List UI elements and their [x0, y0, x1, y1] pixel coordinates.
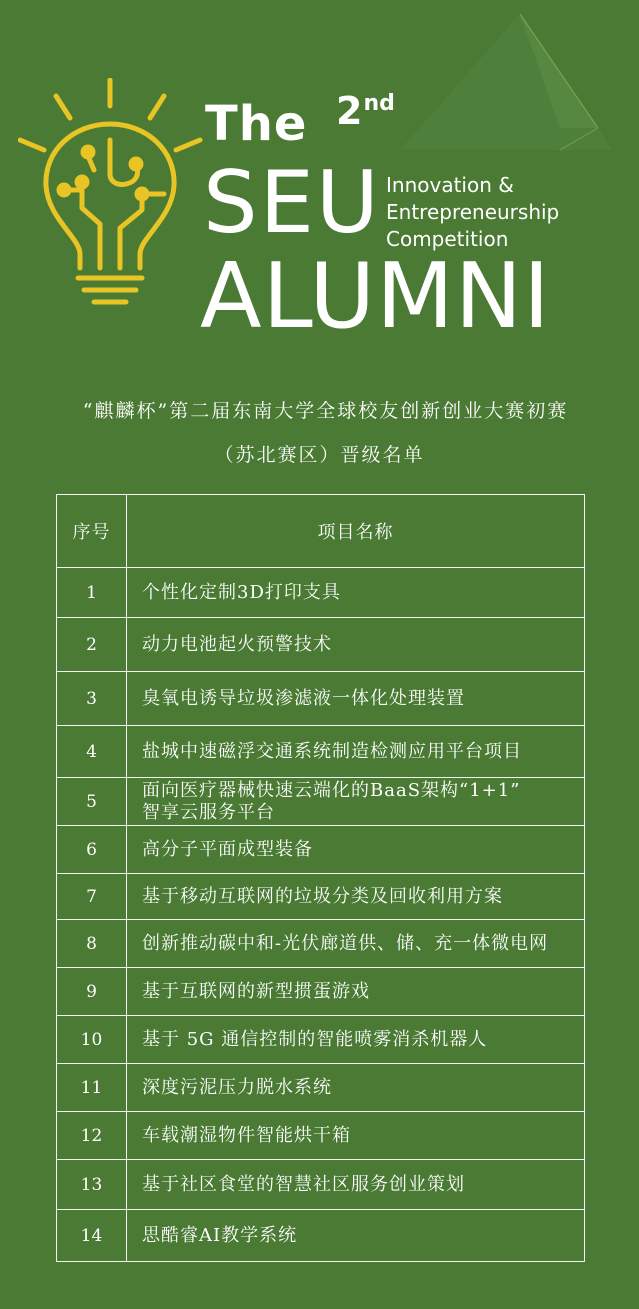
table-row: [57, 920, 585, 968]
project-name: [127, 1210, 585, 1262]
project-name-line: 面向医疗器械快速云端化的BaaS架构“1+1”: [142, 779, 521, 801]
table-row: [57, 826, 585, 874]
logo-word-the: The: [205, 96, 308, 152]
project-name: [127, 826, 585, 874]
row-number: 9: [57, 968, 127, 1016]
column-header-project-name: 项目名称: [127, 495, 585, 568]
row-number: 10: [57, 1016, 127, 1064]
row-number: 8: [57, 920, 127, 968]
row-number: 3: [57, 672, 127, 726]
lightbulb-circuit-icon: [18, 78, 208, 318]
project-name: [127, 618, 585, 672]
row-number: 2: [57, 618, 127, 672]
table-header-row: [57, 495, 585, 568]
logo-edition-number: 2: [336, 89, 363, 133]
project-name: [127, 726, 585, 778]
table-row: [57, 1064, 585, 1112]
column-header-number: 序号: [57, 495, 127, 568]
row-number: 5: [57, 778, 127, 826]
row-number: 7: [57, 874, 127, 920]
table-row: [57, 726, 585, 778]
logo-word-alumni: ALUMNI: [200, 244, 551, 349]
table-row: [57, 1210, 585, 1262]
logo-edition-suffix: nd: [363, 91, 395, 116]
project-name: [127, 1016, 585, 1064]
project-name-line: 个性化定制3D打印支具: [142, 581, 341, 603]
row-number: 12: [57, 1112, 127, 1160]
table-row: [57, 672, 585, 726]
page-title: “麒麟杯”第二届东南大学全球校友创新创业大赛初赛: [82, 400, 569, 422]
project-name: [127, 920, 585, 968]
project-name: [127, 1112, 585, 1160]
table-row: [57, 1160, 585, 1210]
project-name-line: 思酷睿AI教学系统: [142, 1224, 298, 1246]
row-number: 4: [57, 726, 127, 778]
project-name: [127, 1064, 585, 1112]
table-row: [57, 568, 585, 618]
project-name: [127, 672, 585, 726]
row-number: 1: [57, 568, 127, 618]
row-number: 11: [57, 1064, 127, 1112]
project-name: [127, 1160, 585, 1210]
table-body: [57, 568, 585, 1262]
project-name: [127, 568, 585, 618]
project-name-line: 基于 5G 通信控制的智能喷雾消杀机器人: [142, 1028, 488, 1050]
project-name-line: 基于移动互联网的垃圾分类及回收利用方案: [142, 885, 503, 907]
logo-word-seu: SEU: [203, 153, 381, 253]
logo-edition: [336, 89, 395, 133]
row-number: 6: [57, 826, 127, 874]
project-name-line: 臭氧电诱导垃圾渗滤液一体化处理装置: [142, 687, 465, 709]
project-name-line: 动力电池起火预警技术: [142, 633, 332, 655]
project-name-line: 高分子平面成型装备: [142, 838, 313, 860]
qualifier-table: [56, 494, 585, 1262]
table-row: [57, 1112, 585, 1160]
project-name: [127, 778, 585, 826]
project-name-line: 创新推动碳中和-光伏廊道供、储、充一体微电网: [142, 932, 549, 954]
project-name-line: 基于互联网的新型掼蛋游戏: [142, 980, 370, 1002]
table-row: [57, 874, 585, 920]
project-name-line: 车载潮湿物件智能烘干箱: [142, 1124, 351, 1146]
project-name-line: 盐城中速磁浮交通系统制造检测应用平台项目: [142, 740, 522, 762]
project-name: [127, 874, 585, 920]
row-number: 14: [57, 1210, 127, 1262]
project-name: [127, 968, 585, 1016]
row-number: 13: [57, 1160, 127, 1210]
logo-tagline-line: Competition: [386, 227, 509, 251]
table-row: [57, 968, 585, 1016]
project-name-line: 基于社区食堂的智慧社区服务创业策划: [142, 1173, 465, 1195]
table-row: [57, 1016, 585, 1064]
logo-tagline-line: Innovation &: [386, 173, 514, 197]
project-name-line: 深度污泥压力脱水系统: [142, 1076, 332, 1098]
logo-tagline: [386, 172, 559, 253]
table-row: [57, 618, 585, 672]
logo-tagline-line: Entrepreneurship: [386, 200, 560, 224]
page-subtitle: （苏北赛区）晋级名单: [214, 444, 425, 466]
table-row: [57, 778, 585, 826]
project-name-line: 智享云服务平台: [142, 801, 275, 823]
